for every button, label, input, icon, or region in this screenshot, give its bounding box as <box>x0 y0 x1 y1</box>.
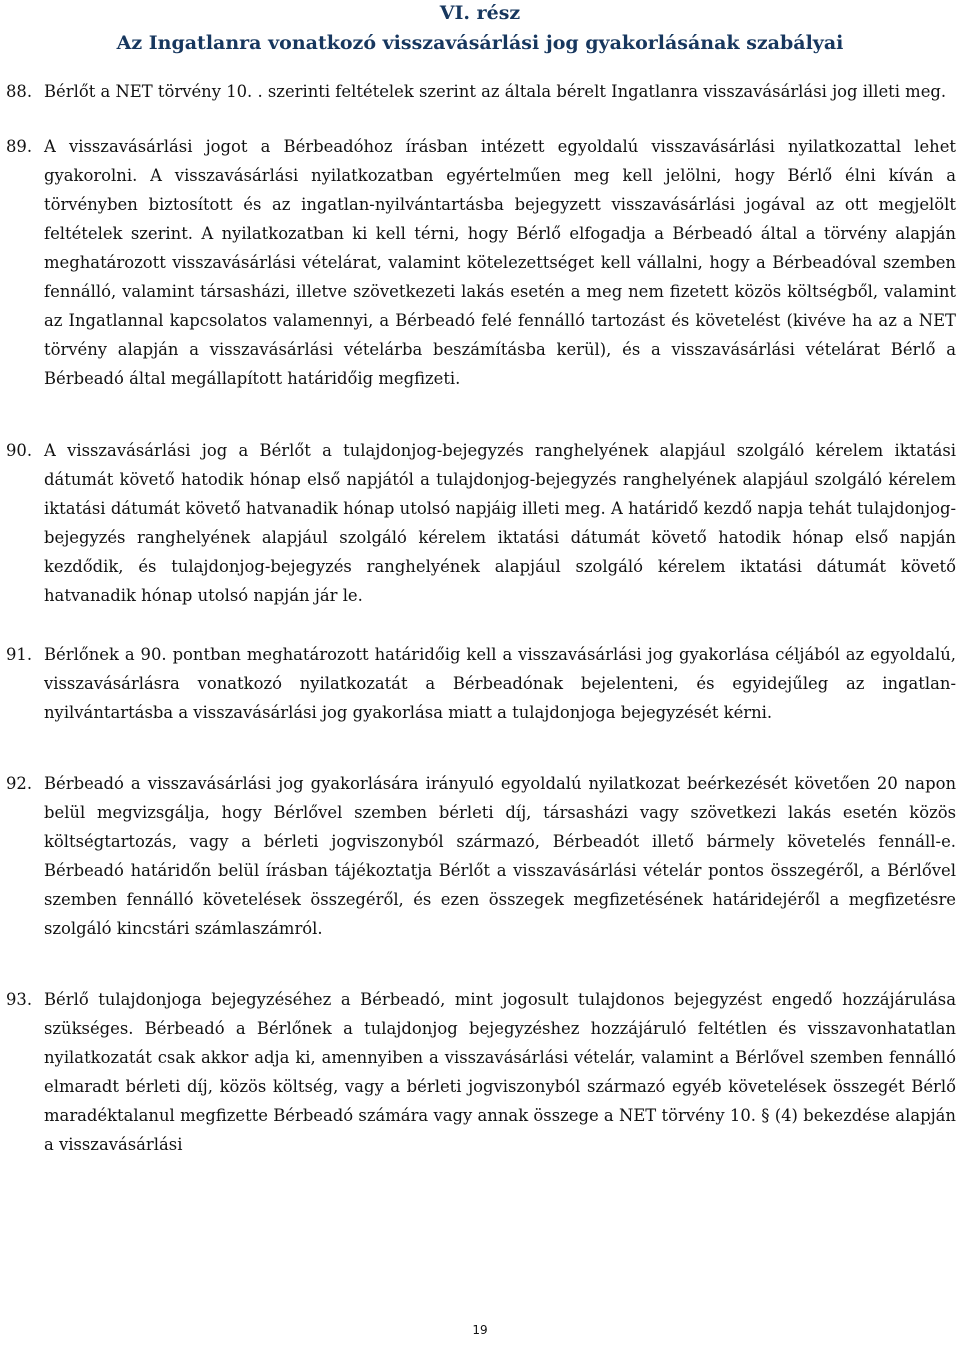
page-number: 19 <box>472 1323 488 1337</box>
section-89 <box>6 132 956 393</box>
section-text: Bérbeadó a visszavásárlási jog gyakorlására irányuló egyoldalú nyilatkozat beérkezését követően 20 napon belül megvizsgálja, hogy Bérlővel szemben bérleti díj, társasházi vagy szövetkezi lakás esetén közös költségtartozás, vagy a bérleti jogviszonyból származó, Bérbeadót illető bármely követelés fennáll-e. Bérbeadó határidőn belül írásban tájékoztatja Bérlőt a visszavásárlási vételár pontos összegéről, a Bérlővel szemben fennálló követelések összegéről, és ezen összegek megfizetésének határidejéről a megfizetésre szolgáló kincstári számlaszámról. <box>44 774 956 938</box>
section-text: A visszavásárlási jog a Bérlőt a tulajdonjog-bejegyzés ranghelyének alapjául szolgáló kérelem iktatási dátumát követő hatodik hónap első napjától a tulajdonjog-bejegyzés ranghelyének alapjául szolgáló kérelem iktatási dátumát követő hatvanadik hónap utolsó napjáig illeti meg. A határidő kezdő napja tehát tulajdonjog-bejegyzés ranghelyének alapjául szolgáló kérelem iktatási dátumát követő hatodik hónap első napján kezdődik, és tulajdonjog-bejegyzés ranghelyének alapjául szolgáló kérelem iktatási dátumát követő hatvanadik hónap utolsó napján jár le. <box>44 441 956 605</box>
section-93 <box>6 985 956 1159</box>
section-91 <box>6 640 956 727</box>
section-88 <box>6 77 956 106</box>
part-title: VI. rész <box>439 2 521 24</box>
section-number: 90. <box>6 441 33 460</box>
section-number: 91. <box>6 645 33 664</box>
section-list <box>6 77 956 1188</box>
section-text: Bérlőt a NET törvény 10. . szerinti feltételek szerint az általa bérelt Ingatlanra visszavásárlási jog illeti meg. <box>44 82 947 101</box>
section-text: A visszavásárlási jogot a Bérbeadóhoz írásban intézett egyoldalú visszavásárlási nyilatkozattal lehet gyakorolni. A visszavásárlási nyilatkozatban egyértelműen meg kell jelölni, hogy Bérlő élni kíván a törvényben biztosított és az ingatlan-nyilvántartásba bejegyzett visszavásárlási jogával az ott megjelölt feltételek szerint. A nyilatkozatban ki kell térni, hogy Bérlő elfogadja a Bérbeadó által a törvény alapján meghatározott visszavásárlási vételárat, valamint kötelezettséget kell vállalni, hogy a Bérbeadóval szemben fennálló, valamint társasházi, illetve szövetkezeti lakás esetén a meg nem fizetett közös költségből, valamint az Ingatlannal kapcsolatos valamennyi, a Bérbeadó felé fennálló tartozást és követelést (kivéve ha az a NET törvény alapján a visszavásárlási vételárba beszámításba kerül), és a visszavásárlási vételárat Bérlő a Bérbeadó által megállapított határidőig megfizeti. <box>44 137 956 388</box>
section-number: 93. <box>6 990 33 1009</box>
section-92 <box>6 769 956 943</box>
section-title: Az Ingatlanra vonatkozó visszavásárlási jog gyakorlásának szabályai <box>116 32 844 54</box>
section-number: 89. <box>6 137 33 156</box>
section-number: 88. <box>6 82 33 101</box>
section-number: 92. <box>6 774 33 793</box>
section-text: Bérlőnek a 90. pontban meghatározott határidőig kell a visszavásárlási jog gyakorlása céljából az egyoldalú, visszavásárlásra vonatkozó nyilatkozatát a Bérbeadónak bejelenteni, és egyidejűleg az ingatlan-nyilvántartásba a visszavásárlási jog gyakorlása miatt a tulajdonjoga bejegyzését kérni. <box>44 645 956 722</box>
section-text: Bérlő tulajdonjoga bejegyzéséhez a Bérbeadó, mint jogosult tulajdonos bejegyzést engedő hozzájárulása szükséges. Bérbeadó a Bérlőnek a tulajdonjog bejegyzéshez hozzájáruló feltétlen és visszavonhatatlan nyilatkozatát csak akkor adja ki, amennyiben a visszavásárlási vételár, valamint a Bérlővel szemben fennálló elmaradt bérleti díj, közös költség, vagy a bérleti jogviszonyból származó egyéb követelések összegét Bérlő maradéktalanul megfizette Bérbeadó számára vagy annak összege a NET törvény 10. § (4) bekezdése alapján a visszavásárlási <box>44 990 956 1154</box>
section-90 <box>6 436 956 610</box>
